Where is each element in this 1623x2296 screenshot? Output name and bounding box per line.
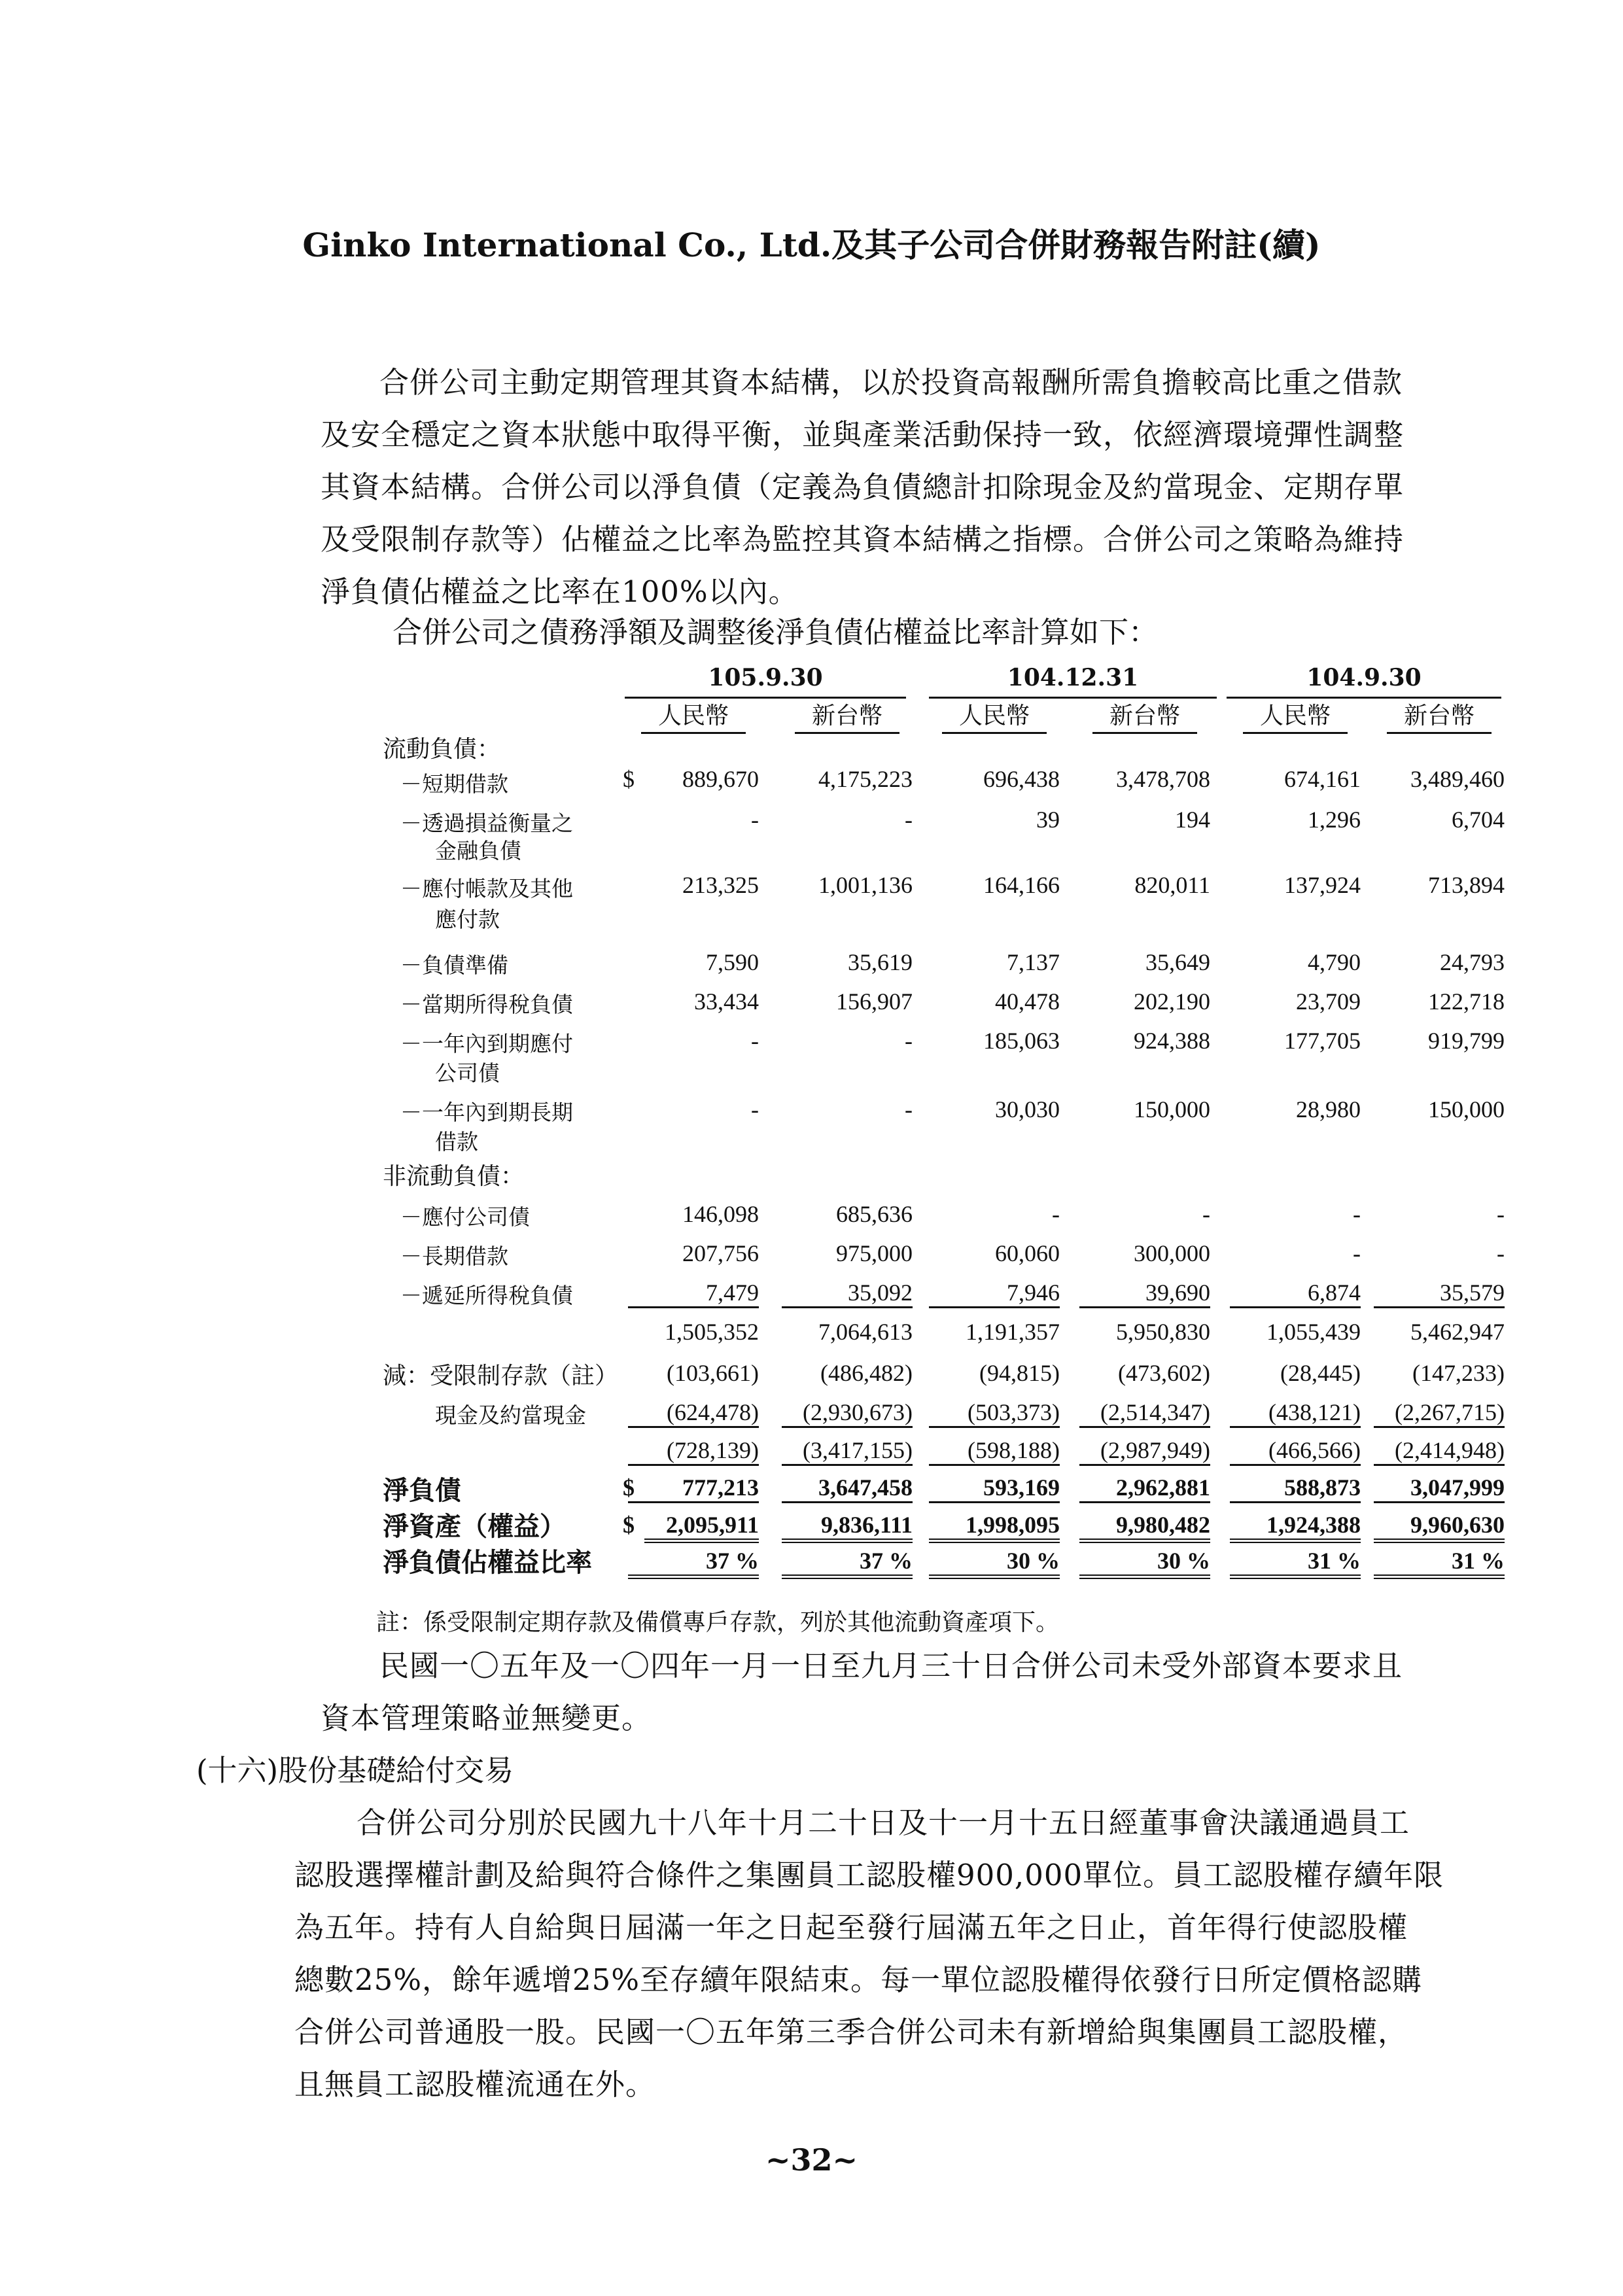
cell: 194 (1175, 807, 1210, 833)
dollar-sign: $ (623, 766, 635, 792)
cell: 164,166 (983, 872, 1060, 898)
cell: (2,930,673) (782, 1399, 913, 1428)
cell: 177,705 (1284, 1028, 1361, 1054)
currency-header-6: 新台幣 (1374, 697, 1505, 730)
page-number: ~32~ (765, 2142, 858, 2178)
cell: (503,373) (929, 1399, 1060, 1428)
cell: 35,579 (1374, 1279, 1505, 1308)
cell: (598,188) (929, 1436, 1060, 1466)
dollar-sign: $ (623, 1512, 635, 1538)
cell: 1,055,439 (1266, 1319, 1361, 1345)
cell: 60,060 (995, 1240, 1060, 1266)
cell: 156,907 (836, 988, 913, 1015)
cell: 7,479 (628, 1279, 759, 1308)
cell: 7,946 (929, 1279, 1060, 1308)
row-label: 淨負債 (383, 1475, 461, 1506)
row-label-cont: 借款 (435, 1129, 478, 1155)
cell: 777,213 (628, 1474, 759, 1503)
cell: 685,636 (836, 1201, 913, 1227)
cell: - (751, 1096, 759, 1122)
row-label-cont: 金融負債 (435, 838, 521, 863)
cell: - (905, 1096, 913, 1122)
currency-header-1: 人民幣 (628, 697, 759, 730)
cell: 1,001,136 (818, 872, 913, 898)
cell: (624,478) (628, 1399, 759, 1428)
cell: 5,950,830 (1116, 1319, 1210, 1345)
cell: 1,924,388 (1230, 1511, 1361, 1543)
intro-line-2: 及安全穩定之資本狀態中取得平衡，並與產業活動保持一致，依經濟環境彈性調整 (321, 417, 1405, 452)
cell: (486,482) (820, 1360, 913, 1386)
row-label: －短期借款 (400, 771, 508, 797)
cell: 207,756 (682, 1240, 759, 1266)
cell: 300,000 (1134, 1240, 1210, 1266)
cell: (94,815) (979, 1360, 1060, 1386)
cell: - (905, 807, 913, 833)
cell: - (1052, 1201, 1060, 1227)
cell: 35,649 (1145, 949, 1210, 975)
cell: 6,704 (1452, 807, 1505, 833)
cell: 7,137 (1007, 949, 1060, 975)
cell: (28,445) (1280, 1360, 1361, 1386)
capital-line-2: 資本管理策略並無變更。 (321, 1701, 652, 1735)
section-current-liabilities: 流動負債： (383, 736, 501, 763)
cell: - (1497, 1201, 1505, 1227)
capital-line-1: 民國一〇五年及一〇四年一月一日至九月三十日合併公司未受外部資本要求且 (379, 1648, 1403, 1683)
cell: - (751, 1028, 759, 1054)
cell: 31 % (1374, 1547, 1505, 1579)
intro-line-3: 其資本結構。合併公司以淨負債（定義為負債總計扣除現金及約當現金、定期存單 (321, 470, 1405, 504)
cell: 185,063 (983, 1028, 1060, 1054)
cell: 6,874 (1230, 1279, 1361, 1308)
cell: 1,191,357 (966, 1319, 1060, 1345)
cell: 924,388 (1134, 1028, 1210, 1054)
cell: 4,790 (1308, 949, 1361, 975)
cell: 23,709 (1296, 988, 1361, 1015)
currency-header-4: 新台幣 (1079, 697, 1210, 730)
cell: (2,414,948) (1374, 1436, 1505, 1466)
cell: (438,121) (1230, 1399, 1361, 1428)
row-label: 淨負債佔權益比率 (383, 1547, 592, 1578)
cell: - (905, 1028, 913, 1054)
row-label: －當期所得稅負債 (400, 992, 573, 1017)
row-label: －透過損益衡量之 (400, 810, 573, 836)
cell: 2,095,911 (644, 1511, 759, 1543)
cell: 9,836,111 (782, 1511, 913, 1543)
period-header-3: 104.9.30 (1227, 664, 1501, 699)
cell: 3,489,460 (1410, 766, 1505, 792)
table-intro: 合併公司之債務淨額及調整後淨負債佔權益比率計算如下： (393, 615, 1159, 650)
cell: 31 % (1230, 1547, 1361, 1579)
dollar-sign: $ (623, 1474, 635, 1501)
cell: (147,233) (1412, 1360, 1505, 1386)
cell: 674,161 (1284, 766, 1361, 792)
cell: (2,987,949) (1079, 1436, 1210, 1466)
cell: 975,000 (836, 1240, 913, 1266)
section-noncurrent-liabilities: 非流動負債： (383, 1163, 525, 1190)
intro-line-1: 合併公司主動定期管理其資本結構，以於投資高報酬所需負擔較高比重之借款 (379, 365, 1403, 400)
cell: 1,505,352 (665, 1319, 759, 1345)
cell: 150,000 (1134, 1096, 1210, 1122)
cell: - (1353, 1201, 1361, 1227)
cell: 3,478,708 (1116, 766, 1210, 792)
row-label: 現金及約當現金 (435, 1402, 586, 1428)
cell: 1,998,095 (929, 1511, 1060, 1543)
currency-header-3: 人民幣 (929, 697, 1060, 730)
cell: 696,438 (983, 766, 1060, 792)
cell: 39,690 (1079, 1279, 1210, 1308)
cell: 919,799 (1428, 1028, 1505, 1054)
cell: 9,960,630 (1374, 1511, 1505, 1543)
cell: 37 % (628, 1547, 759, 1579)
cell: 137,924 (1284, 872, 1361, 898)
cell: 588,873 (1230, 1474, 1361, 1503)
row-label: 減：受限制存款（註） (383, 1363, 619, 1389)
row-label: 淨資產（權益） (383, 1511, 566, 1542)
cell: 593,169 (929, 1474, 1060, 1503)
cell: 39 (1036, 807, 1060, 833)
cell: (3,417,155) (782, 1436, 913, 1466)
cell: 3,647,458 (782, 1474, 913, 1503)
cell: 3,047,999 (1374, 1474, 1505, 1503)
intro-line-4: 及受限制存款等）佔權益之比率為監控其資本結構之指標。合併公司之策略為維持 (321, 522, 1405, 557)
cell: 202,190 (1134, 988, 1210, 1015)
cell: 122,718 (1428, 988, 1505, 1015)
cell: 5,462,947 (1410, 1319, 1505, 1345)
cell: 37 % (782, 1547, 913, 1579)
cell: 213,325 (682, 872, 759, 898)
cell: 30 % (1079, 1547, 1210, 1579)
cell: 33,434 (694, 988, 759, 1015)
table-footnote: 註：係受限制定期存款及備償專戶存款，列於其他流動資產項下。 (376, 1609, 1060, 1636)
cell: (2,514,347) (1079, 1399, 1210, 1428)
share-line-1: 合併公司分別於民國九十八年十月二十日及十一月十五日經董事會決議通過員工 (357, 1805, 1410, 1840)
cell: 7,064,613 (818, 1319, 913, 1345)
cell: (103,661) (667, 1360, 759, 1386)
row-label: －遞延所得稅負債 (400, 1283, 573, 1308)
cell: 9,980,482 (1079, 1511, 1210, 1543)
cell: - (1202, 1201, 1210, 1227)
share-line-5: 合併公司普通股一股。民國一〇五年第三季合併公司未有新增給與集團員工認股權， (294, 2015, 1408, 2049)
page-title: Ginko International Co., Ltd.及其子公司合併財務報告附註(續) (302, 226, 1321, 264)
cell: (466,566) (1230, 1436, 1361, 1466)
row-label-cont: 應付款 (435, 907, 500, 932)
row-label: －長期借款 (400, 1244, 508, 1269)
row-label: －應付帳款及其他 (400, 876, 573, 901)
cell: 1,296 (1308, 807, 1361, 833)
period-header-2: 104.12.31 (929, 664, 1217, 699)
row-label: －一年內到期長期 (400, 1100, 573, 1125)
share-line-2: 認股選擇權計劃及給與符合條件之集團員工認股權900,000單位。員工認股權存續年限 (294, 1858, 1444, 1892)
cell: (728,139) (628, 1436, 759, 1466)
period-header-1: 105.9.30 (625, 664, 906, 699)
cell: - (1353, 1240, 1361, 1266)
cell: 24,793 (1440, 949, 1505, 975)
cell: 820,011 (1134, 872, 1210, 898)
cell: 713,894 (1428, 872, 1505, 898)
cell: 146,098 (682, 1201, 759, 1227)
cell: 35,092 (782, 1279, 913, 1308)
row-label: －負債準備 (400, 952, 508, 978)
currency-header-2: 新台幣 (782, 697, 913, 730)
row-label: －應付公司債 (400, 1204, 530, 1230)
cell: 28,980 (1296, 1096, 1361, 1122)
cell: (2,267,715) (1374, 1399, 1505, 1428)
cell: 35,619 (848, 949, 913, 975)
cell: 4,175,223 (818, 766, 913, 792)
share-line-3: 為五年。持有人自給與日屆滿一年之日起至發行屆滿五年之日止，首年得行使認股權 (294, 1910, 1408, 1945)
intro-line-5: 淨負債佔權益之比率在100%以內。 (321, 574, 799, 609)
cell: - (751, 807, 759, 833)
share-line-6: 且無員工認股權流通在外。 (294, 2067, 656, 2102)
row-label-cont: 公司債 (435, 1060, 500, 1086)
cell: 889,670 (682, 766, 759, 792)
cell: 2,962,881 (1079, 1474, 1210, 1503)
share-line-4: 總數25%，餘年遞增25%至存續年限結束。每一單位認股權得依發行日所定價格認購 (294, 1962, 1423, 1997)
cell: 150,000 (1428, 1096, 1505, 1122)
cell: 30,030 (995, 1096, 1060, 1122)
cell: 40,478 (995, 988, 1060, 1015)
currency-header-5: 人民幣 (1230, 697, 1361, 730)
cell: 30 % (929, 1547, 1060, 1579)
row-label: －一年內到期應付 (400, 1031, 573, 1056)
cell: 7,590 (706, 949, 759, 975)
section-heading: (十六)股份基礎給付交易 (196, 1753, 514, 1788)
cell: - (1497, 1240, 1505, 1266)
cell: (473,602) (1118, 1360, 1210, 1386)
